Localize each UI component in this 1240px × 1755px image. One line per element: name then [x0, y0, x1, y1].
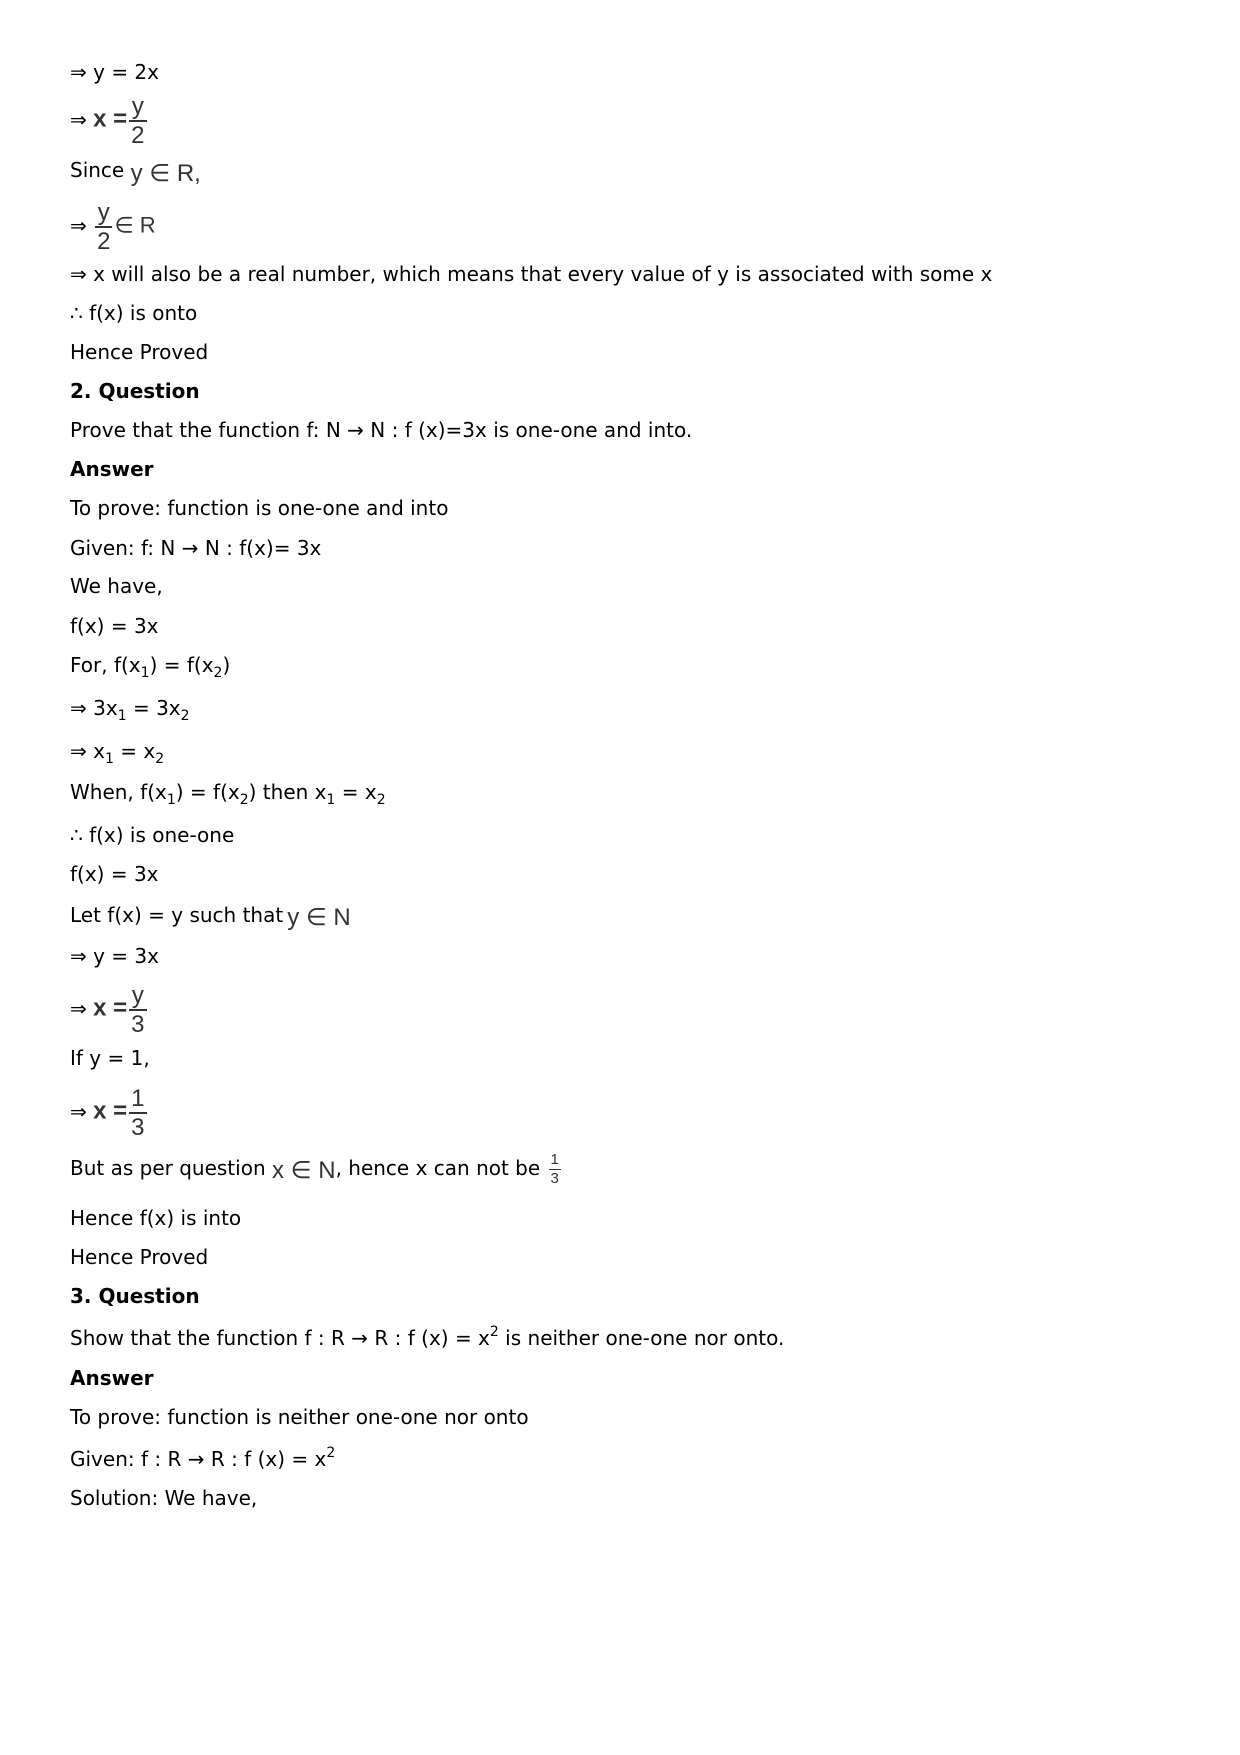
- answer-label: Answer: [70, 457, 154, 481]
- solution-line: Solution: We have,: [70, 1486, 258, 1510]
- step-y-3x: ⇒ y = 3x: [70, 944, 159, 968]
- question-2-text: Prove that the function f: N → N : f (x)=3x is one-one and into.: [70, 418, 693, 442]
- for-fx1-eq-fx2: For, $f(x_1) = f(x_2)$: [70, 653, 231, 681]
- let-fx-y: Let f(x) = y such that y ∈ N: [70, 903, 351, 931]
- math-y-in-r: y ∈ R,: [130, 160, 201, 187]
- step-y-2x: ⇒ y = 2x: [70, 60, 159, 84]
- when-line: When, $f(x_1) = f(x_2)$ then $x_1 = x_2$: [70, 780, 386, 808]
- step-x-y-over-2: ⇒ x = $\frac{y}{2}$: [70, 93, 145, 150]
- fx-3x: f(x) = 3x: [70, 614, 159, 638]
- into-conclusion: Hence f(x) is into: [70, 1206, 242, 1230]
- to-prove-3: To prove: function is neither one-one nor onto: [70, 1405, 529, 1429]
- fx-3x-again: f(x) = 3x: [70, 862, 159, 886]
- one-one-conclusion: ∴ f(x) is one-one: [70, 823, 235, 847]
- given-3: Given: f : R → R : f $(x) = x^2$: [70, 1445, 336, 1471]
- fraction: $\frac{1}{3}$: [550, 1151, 559, 1187]
- given: Given: f: N → N : f(x)= 3x: [70, 536, 322, 560]
- we-have: We have,: [70, 574, 163, 598]
- since-line: Since y ∈ R,: [70, 158, 201, 187]
- if-y-1: If y = 1,: [70, 1046, 150, 1070]
- math-x-in-n: x ∈ N: [271, 1156, 336, 1184]
- step-x1-eq-x2: ⇒ $x_1 = x_2$: [70, 739, 165, 767]
- fraction: $\frac{y}{2}$: [131, 93, 145, 150]
- but-as-per-question: But as per question x ∈ N, hence x can not be $\frac{1}{3}$: [70, 1151, 559, 1187]
- question-3-text: Show that the function f : R → R : f $(x) = x^2$ is neither one-one nor onto.: [70, 1324, 785, 1350]
- to-prove: To prove: function is one-one and into: [70, 496, 449, 520]
- step-x-y-over-3: ⇒ x = $\frac{y}{3}$: [70, 982, 145, 1039]
- answer-label-3: Answer: [70, 1366, 154, 1390]
- step-x-1-over-3: ⇒ x = $\frac{1}{3}$: [70, 1085, 145, 1142]
- math-y-in-n: y ∈ N: [287, 904, 351, 931]
- fraction: $\frac{y}{3}$: [131, 982, 145, 1039]
- real-number-line: ⇒ x will also be a real number, which means that every value of y is associated with some x: [70, 262, 993, 286]
- question-2-heading: 2. Question: [70, 379, 200, 403]
- fraction: $\frac{1}{3}$: [131, 1085, 145, 1142]
- onto-conclusion: ∴ f(x) is onto: [70, 301, 198, 325]
- step-y-over-2-in-r: ⇒ $\frac{y}{2}$ ∈ R: [70, 199, 156, 256]
- fraction: $\frac{y}{2}$: [97, 199, 111, 256]
- question-3-heading: 3. Question: [70, 1284, 200, 1308]
- hence-proved: Hence Proved: [70, 340, 209, 364]
- hence-proved-2: Hence Proved: [70, 1245, 209, 1269]
- step-3x1-eq-3x2: ⇒ $3x_1 = 3x_2$: [70, 696, 190, 724]
